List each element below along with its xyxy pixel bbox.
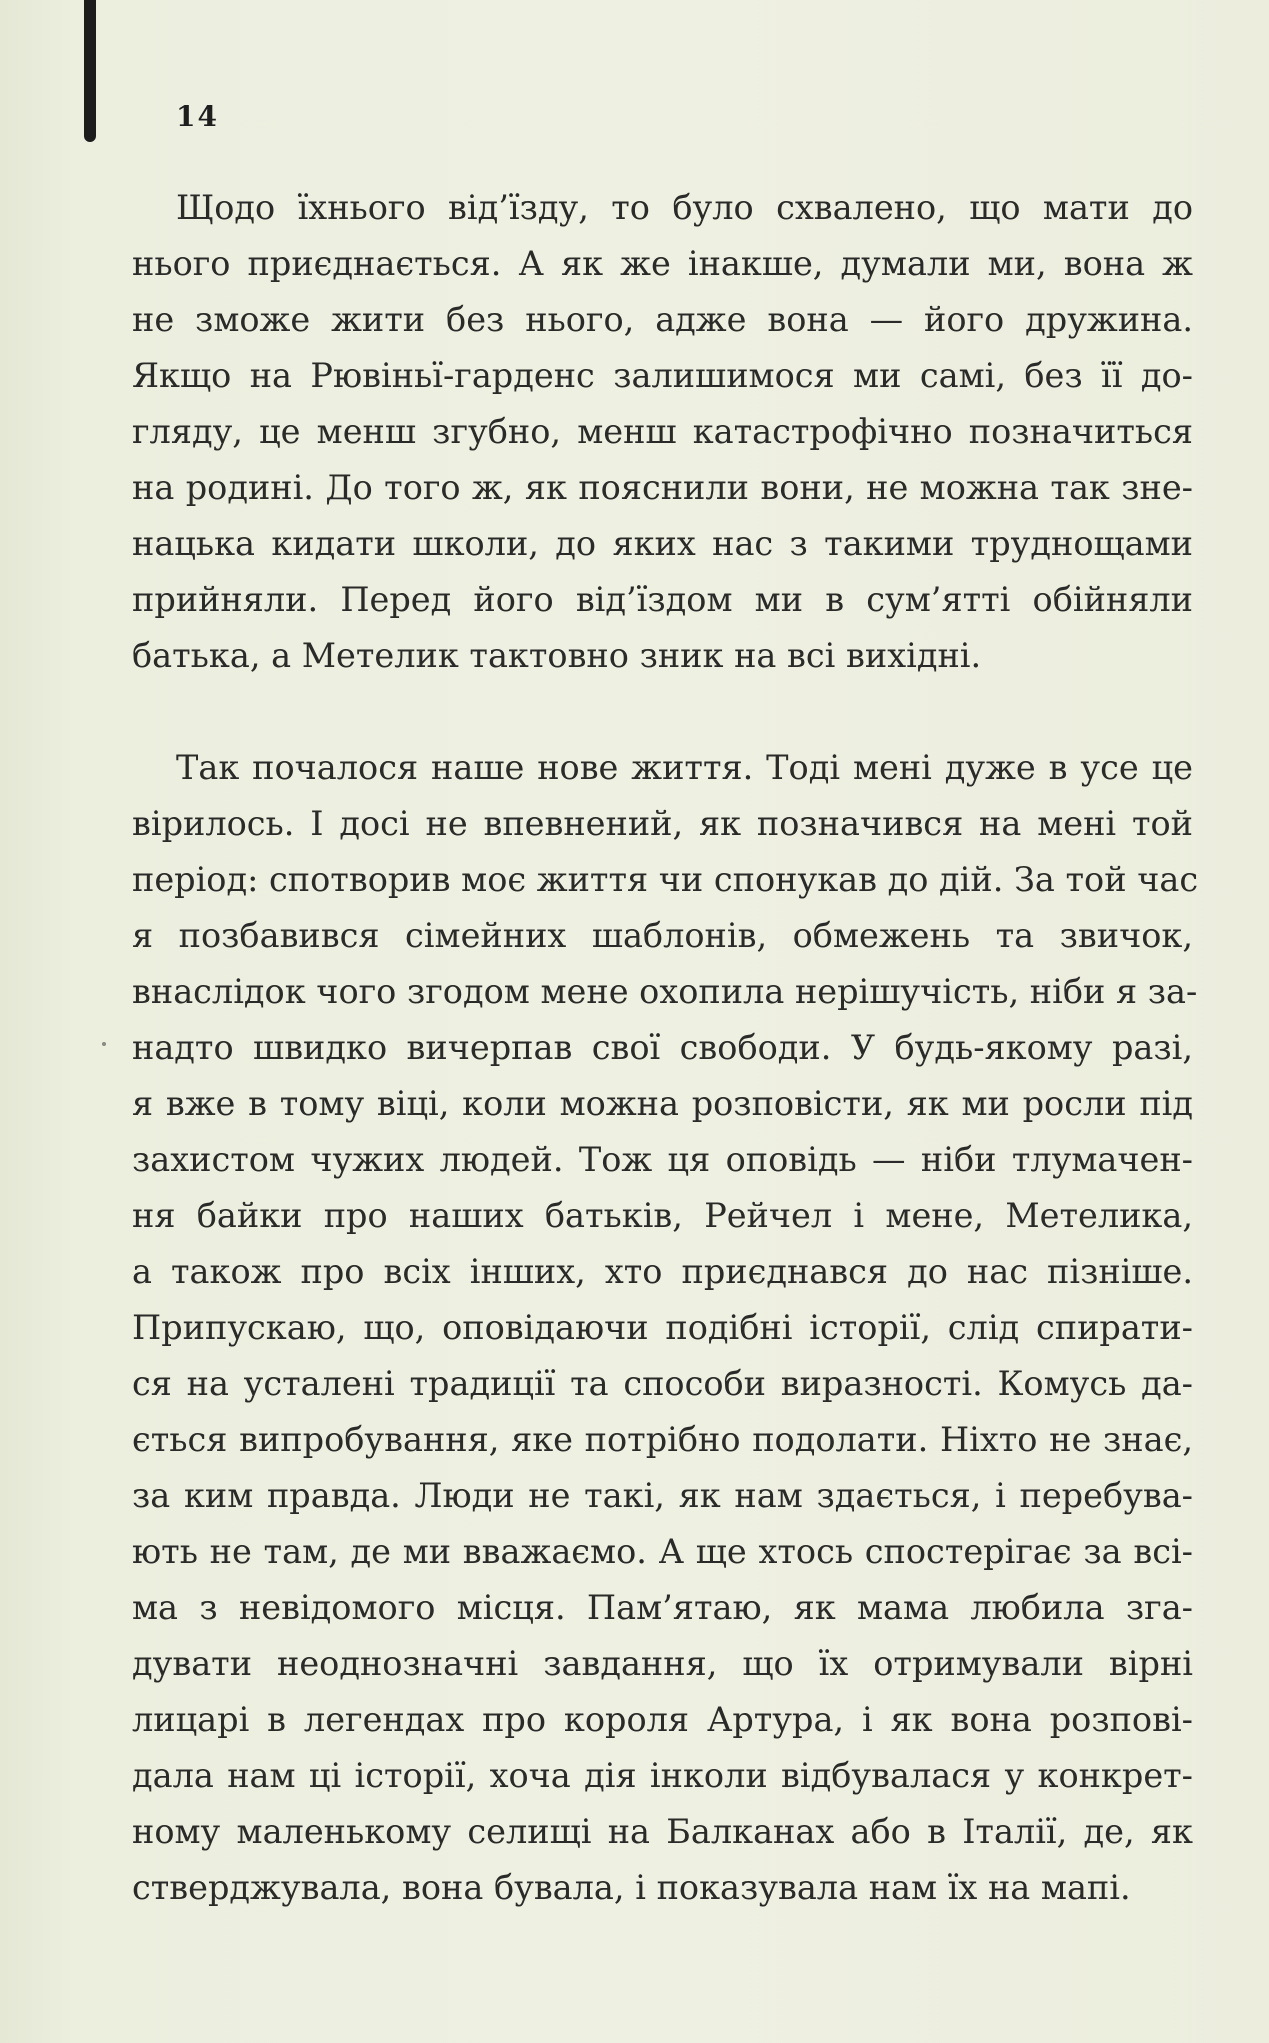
text-line: я позбавився сімейних шаблонів, обмежень та звичок,: [132, 916, 1193, 955]
text-line: внаслідок чого згодом мене охопила нерішучість, ніби я за-: [132, 972, 1198, 1011]
binding-shadow: [84, 0, 96, 142]
text-line: ма з невідомого місця. Пам’ятаю, як мама любила зга-: [132, 1588, 1193, 1627]
text-line: не зможе жити без нього, адже вона — його дружина.: [132, 300, 1193, 339]
text-line: ють не там, де ми вважаємо. А ще хтось спостерігає за всі-: [132, 1532, 1193, 1571]
text-line: надто швидко вичерпав свої свободи. У будь-якому разі,: [132, 1028, 1193, 1067]
text-line: за ким правда. Люди не такі, як нам здається, і перебува-: [132, 1476, 1193, 1515]
text-line: батька, а Метелик тактовно зник на всі вихідні.: [132, 636, 982, 675]
text-line: ся на усталені традиції та способи виразності. Комусь да-: [132, 1364, 1193, 1403]
text-line: ня байки про наших батьків, Рейчел і мене, Метелика,: [132, 1196, 1193, 1235]
text-line: лицарі в легендах про короля Артура, і як вона розпові-: [132, 1700, 1193, 1739]
text-line: ється випробування, яке потрібно подолати. Ніхто не знає,: [132, 1420, 1193, 1459]
text-line: вірилось. І досі не впевнений, як позначився на мені той: [132, 804, 1193, 843]
text-line: Якщо на Рювіньї-гарденс залишимося ми самі, без її до-: [132, 356, 1193, 395]
text-line: ному маленькому селищі на Балканах або в Італії, де, як: [132, 1812, 1193, 1851]
page-number: 14: [176, 100, 219, 133]
text-line: дувати неоднозначні завдання, що їх отримували вірні: [132, 1644, 1193, 1683]
text-line: Щодо їхнього від’їзду, то було схвалено, що мати до: [176, 188, 1193, 227]
text-line: прийняли. Перед його від’їздом ми в сум’ятті обійняли: [132, 580, 1193, 619]
text-line: захистом чужих людей. Тож ця оповідь — ніби тлумачен-: [132, 1140, 1193, 1179]
text-line: нацька кидати школи, до яких нас з такими труднощами: [132, 524, 1193, 563]
text-line: а також про всіх інших, хто приєднався до нас пізніше.: [132, 1252, 1193, 1291]
paragraph-1: [132, 180, 1193, 684]
text-line: дала нам ці історії, хоча дія інколи відбувалася у конкрет-: [132, 1756, 1193, 1795]
text-line: Припускаю, що, оповідаючи подібні історії, слід спирати-: [132, 1308, 1193, 1347]
text-line: період: спотворив моє життя чи спонукав до дій. За той час: [132, 860, 1199, 899]
paper-speck: [102, 1042, 106, 1046]
paragraph-2: [132, 740, 1199, 1916]
text-line: стверджувала, вона бувала, і показувала нам їх на мапі.: [132, 1868, 1131, 1907]
text-line: на родині. До того ж, як пояснили вони, не можна так зне-: [132, 468, 1193, 507]
text-line: я вже в тому віці, коли можна розповісти, як ми росли під: [132, 1084, 1193, 1123]
text-line: нього приєднається. А як же інакше, думали ми, вона ж: [132, 244, 1193, 283]
text-line: гляду, це менш згубно, менш катастрофічно позначиться: [132, 412, 1193, 451]
text-line: Так почалося наше нове життя. Тоді мені дуже в усе це: [176, 748, 1193, 787]
